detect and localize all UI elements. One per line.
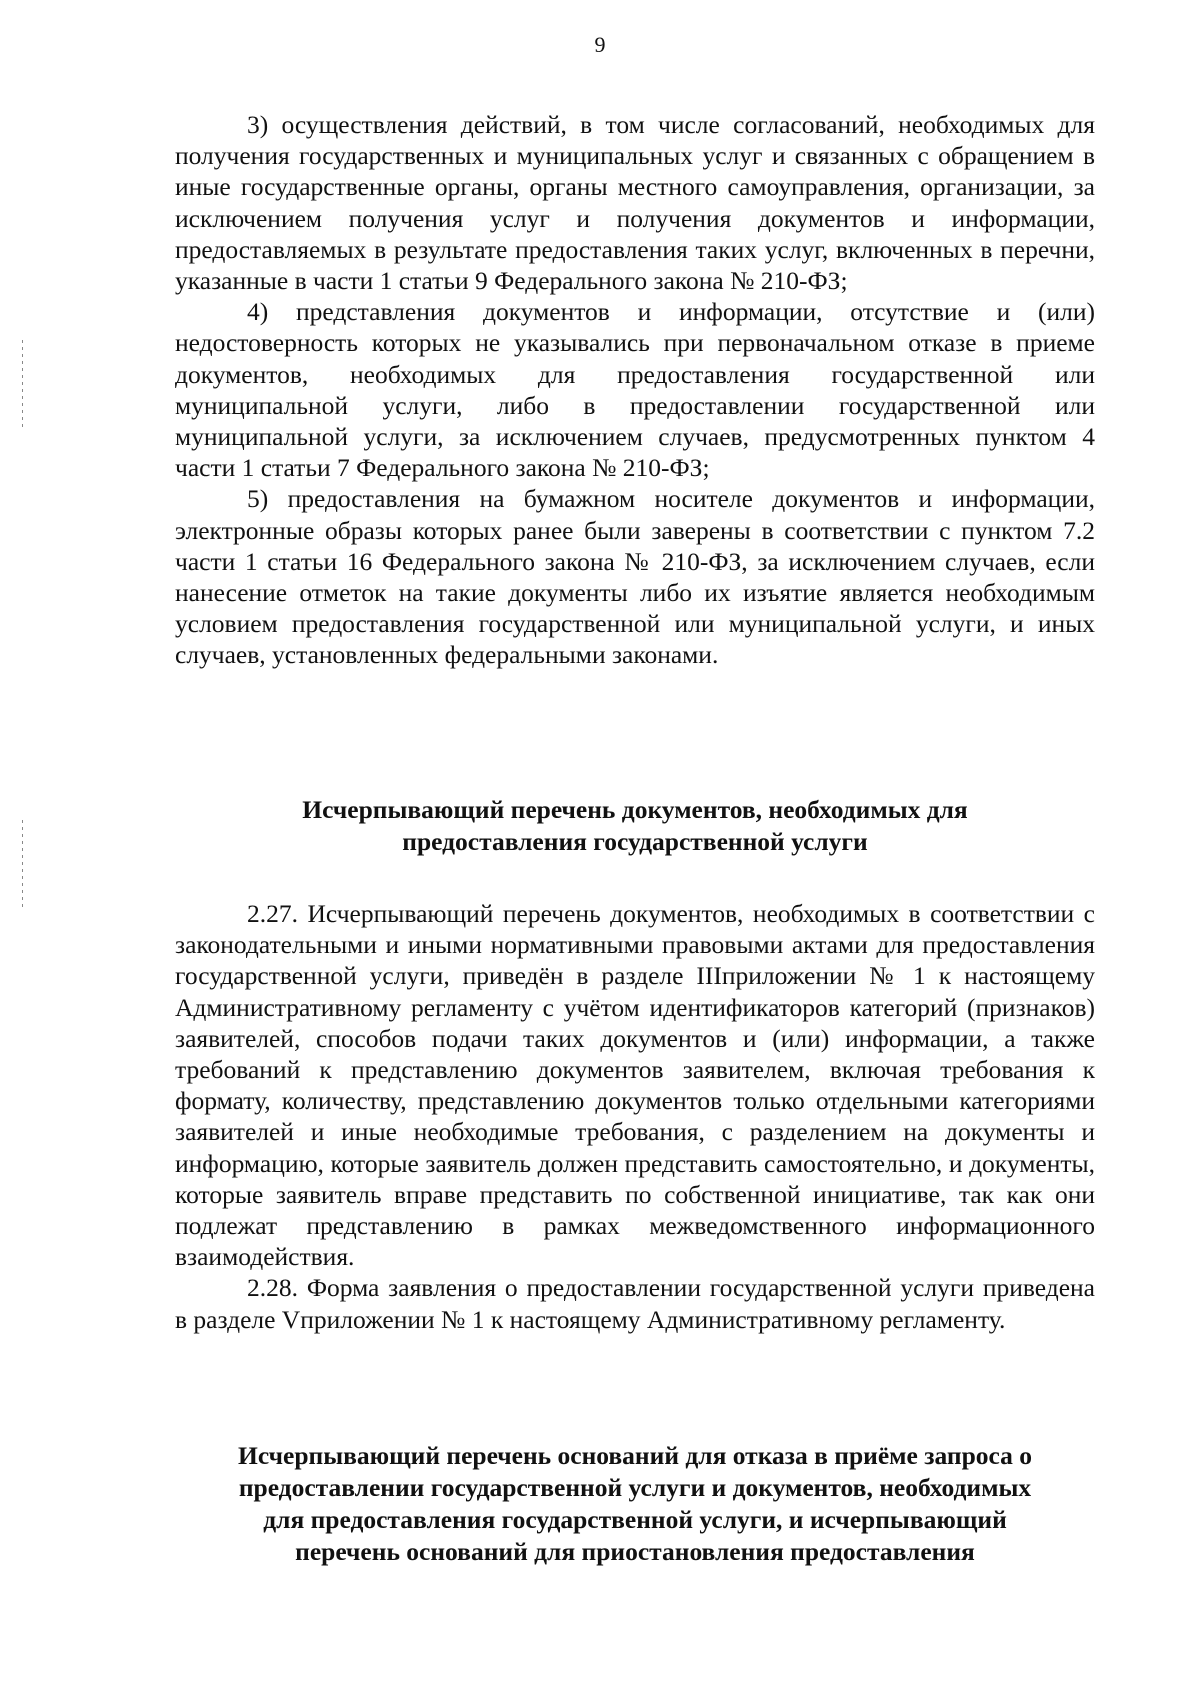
heading-line: Исчерпывающий перечень документов, необходимых для [302,795,968,824]
item-3: 3) осуществления действий, в том числе согласований, необходимых для получения государственных и муниципальных услуг и связанных с обращением в иные государственные органы, органы местного самоуправления, организации, за исключением получения услуг и получения документов и информации, предоставляемых в результате предоставления таких услуг, включенных в перечни, указанные в части 1 статьи 9 Федерального закона № 210-ФЗ; [175,110,1095,296]
clauses-block [175,898,1095,1335]
scan-artifact [22,820,23,910]
scan-artifact [22,340,23,430]
heading-line: предоставления государственной услуги [402,827,868,856]
enumerated-items [175,109,1095,671]
clause-2-27: 2.27. Исчерпывающий перечень документов, необходимых в соответствии с законодательными и иными нормативными правовыми актами для предоставления государственной услуги, приведён в разделе IIIприложении № 1 к настоящему Административному регламенту с учётом идентификаторов категорий (признаков) заявителей, способов подачи таких документов и (или) информации, а также требований к представлению документов заявителем, включая требования к формату, количеству, представлению документов только отдельными категориями заявителей и иные необходимые требования, с разделением на документы и информацию, которые заявитель должен представить самостоятельно, и документы, которые заявитель вправе представить по собственной инициативе, так как они подлежат представлению в рамках межведомственного информационного взаимодействия. [175,899,1095,1272]
heading-line: перечень оснований для приостановления предоставления [295,1537,975,1566]
item-4: 4) представления документов и информации, отсутствие и (или) недостоверность которых не указывались при первоначальном отказе в приеме документов, необходимых для предоставления государственной или муниципальной услуги, либо в предоставлении государственной или муниципальной услуги, за исключением случаев, предусмотренных пунктом 4 части 1 статьи 7 Федерального закона № 210-ФЗ; [175,297,1095,483]
heading-line: для предоставления государственной услуги, и исчерпывающий [263,1505,1007,1534]
section-heading-documents [175,794,1095,858]
heading-line: предоставлении государственной услуги и документов, необходимых [238,1473,1032,1502]
page-number: 9 [594,32,606,57]
section-heading-refusal [175,1440,1095,1568]
item-5: 5) предоставления на бумажном носителе документов и информации, электронные образы которых ранее были заверены в соответствии с пунктом 7.2 части 1 статьи 16 Федерального закона № 210-ФЗ, за исключением случаев, если нанесение отметок на такие документы либо их изъятие является необходимым условием предоставления государственной или муниципальной услуги, и иных случаев, установленных федеральными законами. [175,484,1095,670]
heading-line: Исчерпывающий перечень оснований для отказа в приёме запроса о [237,1441,1033,1470]
clause-2-28: 2.28. Форма заявления о предоставлении государственной услуги приведена в разделе Vприложении № 1 к настоящему Административному регламенту. [175,1273,1095,1334]
